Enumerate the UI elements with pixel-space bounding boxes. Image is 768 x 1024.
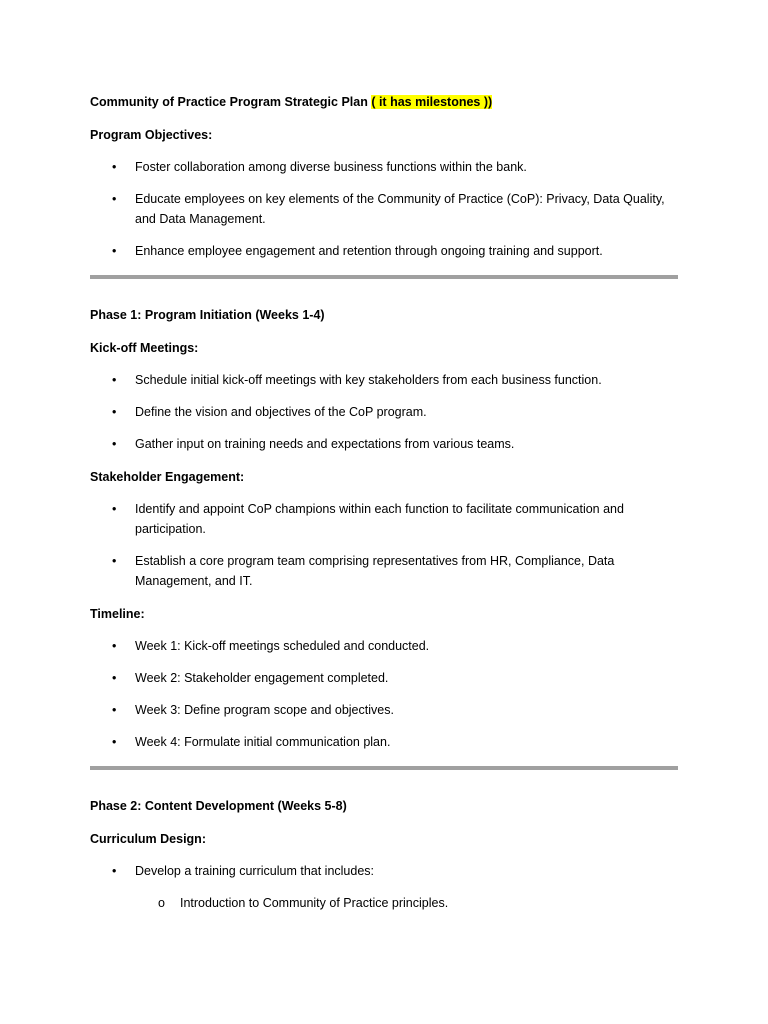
title-text: Community of Practice Program Strategic Plan <box>90 95 372 109</box>
list-item-text: Week 2: Stakeholder engagement completed. <box>135 671 389 685</box>
bullet-icon: • <box>112 244 117 258</box>
list-item <box>90 861 680 881</box>
list-item-text: Develop a training curriculum that includes: <box>135 864 375 878</box>
list-item-text: Foster collaboration among diverse business functions within the bank. <box>135 160 527 174</box>
timeline-list <box>90 636 680 752</box>
curriculum-sublist <box>90 893 680 913</box>
list-item-text: Week 1: Kick-off meetings scheduled and conducted. <box>135 639 430 653</box>
list-item <box>90 434 680 454</box>
bullet-icon: • <box>112 502 117 516</box>
list-item <box>90 551 680 591</box>
bullet-icon: • <box>112 864 117 878</box>
list-item-text: Establish a core program team comprising representatives from HR, Compliance, Data Management, and IT. <box>135 554 615 588</box>
objectives-list <box>90 157 680 261</box>
title-highlight: ( it has milestones )) <box>371 95 493 109</box>
section-divider <box>90 766 678 770</box>
document-page <box>90 92 680 913</box>
list-item <box>90 189 680 229</box>
list-item <box>90 700 680 720</box>
list-item <box>90 157 680 177</box>
list-item <box>90 402 680 422</box>
sub-list-item <box>90 893 680 913</box>
list-item <box>90 241 680 261</box>
list-item-text: Enhance employee engagement and retention through ongoing training and support. <box>135 244 603 258</box>
document-title <box>90 92 680 112</box>
bullet-icon: • <box>112 373 117 387</box>
bullet-icon: • <box>112 554 117 568</box>
list-item <box>90 668 680 688</box>
phase2-heading: Phase 2: Content Development (Weeks 5-8) <box>90 799 347 813</box>
stakeholder-heading: Stakeholder Engagement: <box>90 470 245 484</box>
list-item <box>90 499 680 539</box>
phase1-heading: Phase 1: Program Initiation (Weeks 1-4) <box>90 308 325 322</box>
curriculum-list <box>90 861 680 881</box>
bullet-icon: • <box>112 735 117 749</box>
list-item <box>90 732 680 752</box>
list-item-text: Schedule initial kick-off meetings with key stakeholders from each business function. <box>135 373 602 387</box>
sub-list-item-text: Introduction to Community of Practice principles. <box>180 896 449 910</box>
bullet-icon: • <box>112 160 117 174</box>
kickoff-list <box>90 370 680 454</box>
list-item-text: Define the vision and objectives of the CoP program. <box>135 405 427 419</box>
list-item <box>90 636 680 656</box>
list-item-text: Week 3: Define program scope and objectives. <box>135 703 394 717</box>
sub-bullet-icon: o <box>158 896 165 910</box>
bullet-icon: • <box>112 703 117 717</box>
bullet-icon: • <box>112 192 117 206</box>
list-item-text: Gather input on training needs and expectations from various teams. <box>135 437 515 451</box>
timeline-heading: Timeline: <box>90 607 145 621</box>
list-item <box>90 370 680 390</box>
bullet-icon: • <box>112 437 117 451</box>
list-item-text: Week 4: Formulate initial communication plan. <box>135 735 391 749</box>
list-item-text: Educate employees on key elements of the Community of Practice (CoP): Privacy, Data Quality, and Data Management. <box>135 192 665 226</box>
objectives-heading: Program Objectives: <box>90 128 213 142</box>
bullet-icon: • <box>112 639 117 653</box>
kickoff-heading: Kick-off Meetings: <box>90 341 199 355</box>
list-item-text: Identify and appoint CoP champions within each function to facilitate communication and participation. <box>135 502 624 536</box>
curriculum-heading: Curriculum Design: <box>90 832 206 846</box>
bullet-icon: • <box>112 405 117 419</box>
stakeholder-list <box>90 499 680 591</box>
bullet-icon: • <box>112 671 117 685</box>
section-divider <box>90 275 678 279</box>
